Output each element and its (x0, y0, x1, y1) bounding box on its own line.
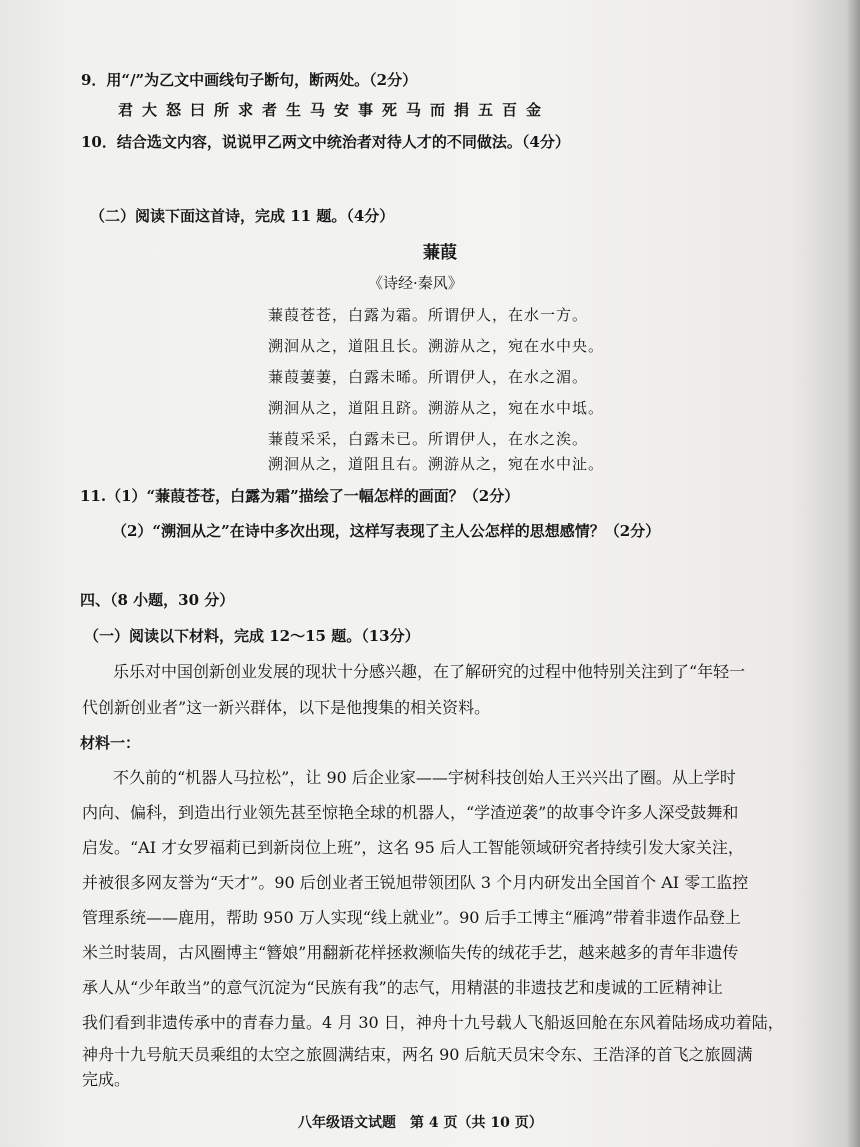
material-label: 材料一： (80, 734, 141, 752)
section-4-heading: 四、（8 小题，30 分） (80, 591, 235, 609)
material-line: 承人从“少年敢当”的意气沉淀为“民族有我”的志气，用精湛的非遗技艺和虔诚的工匠精神让 (82, 978, 723, 997)
poem-title: 蒹葭 (423, 243, 457, 263)
material-line: 我们看到非遗传承中的青春力量。4 月 30 日，神舟十九号载人飞船返回舱在东风着陆场成功着陆， (82, 1013, 784, 1032)
question-11-part-2: （2）“溯洄从之”在诗中多次出现，这样写表现了主人公怎样的思想感情？（2分） (112, 522, 661, 540)
intro-line: 代创新创业者”这一新兴群体，以下是他搜集的相关资料。 (82, 698, 491, 717)
page-edge-shadow (846, 0, 860, 1147)
material-line: 神舟十九号航天员乘组的太空之旅圆满结束，两名 90 后航天员宋令东、王浩泽的首飞之旅圆满 (82, 1045, 753, 1064)
material-line: 完成。 (82, 1070, 131, 1089)
poem-line: 蒹葭采采，白露未已。所谓伊人，在水之涘。 (268, 430, 589, 448)
material-line: 米兰时装周，古风圈博主“簪娘”用翻新花样拯救濒临失传的绒花手艺，越来越多的青年非遗传 (82, 943, 739, 962)
question-9-sentence: 君大怒曰所求者生马安事死马而捐五百金 (118, 101, 551, 119)
intro-line: 乐乐对中国创新创业发展的现状十分感兴趣，在了解研究的过程中他特别关注到了“年轻一 (113, 662, 746, 681)
poem-line: 溯洄从之，道阻且跻。溯游从之，宛在水中坻。 (268, 399, 605, 417)
question-9: 9．用“/”为乙文中画线句子断句，断两处。（2分） (81, 71, 418, 89)
poem-source: 《诗经·秦风》 (368, 274, 463, 292)
material-line: 不久前的“机器人马拉松”，让 90 后企业家——宇树科技创始人王兴兴出了圈。从上学时 (113, 768, 736, 787)
section-4-sub-heading: （一）阅读以下材料，完成 12～15 题。（13分） (84, 627, 420, 645)
section-2-heading: （二）阅读下面这首诗，完成 11 题。（4分） (90, 207, 395, 225)
material-line: 启发。“AI 才女罗福莉已到新岗位上班”，这名 95 后人工智能领域研究者持续引发大家关注， (82, 838, 744, 857)
material-line: 管理系统——鹿用，帮助 950 万人实现“线上就业”。90 后手工博主“雁鸿”带着非遗作品登上 (82, 908, 741, 927)
material-line: 内向、偏科，到造出行业领先甚至惊艳全球的机器人，“学渣逆袭”的故事令许多人深受鼓舞和 (82, 803, 739, 822)
poem-line: 蒹葭苍苍，白露为霜。所谓伊人，在水一方。 (268, 306, 589, 324)
page-footer: 八年级语文试题 第 4 页（共 10 页） (298, 1115, 543, 1131)
question-11-part-1: 11.（1）“蒹葭苍苍，白露为霜”描绘了一幅怎样的画面？（2分） (80, 487, 520, 505)
question-10: 10．结合选文内容，说说甲乙两文中统治者对待人才的不同做法。（4分） (81, 133, 570, 151)
poem-line: 溯洄从之，道阻且长。溯游从之，宛在水中央。 (268, 337, 605, 355)
poem-line: 溯洄从之，道阻且右。溯游从之，宛在水中沚。 (268, 455, 605, 473)
poem-line: 蒹葭萋萋，白露未晞。所谓伊人，在水之湄。 (268, 368, 589, 386)
material-line: 并被很多网友誉为“天才”。90 后创业者王锐旭带领团队 3 个月内研发出全国首个 AI 零工监控 (82, 873, 749, 892)
